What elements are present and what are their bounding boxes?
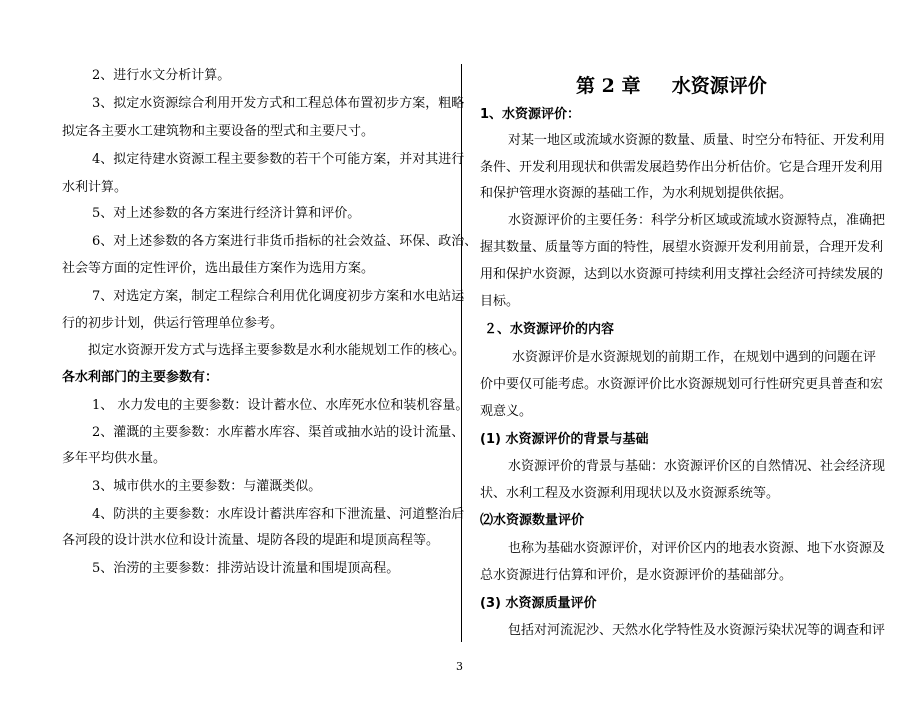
chapter-number: 第 2 章 — [576, 75, 641, 97]
text-line: 7、对选定方案，制定工程综合利用优化调度初步方案和水电站运 — [92, 289, 465, 304]
text-line: 5、治涝的主要参数：排涝站设计流量和围堤顶高程。 — [92, 561, 400, 576]
text-line: 3、拟定水资源综合利用开发方式和工程总体布置初步方案，粗略 — [92, 96, 465, 111]
text-line: 也称为基础水资源评价，对评价区内的地表水资源、地下水资源及 — [508, 541, 886, 556]
text-line: 目标。 — [480, 294, 520, 309]
text-line: 状、水利工程及水资源利用现状以及水资源系统等。 — [480, 486, 780, 501]
section-heading: 各水利部门的主要参数有： — [62, 370, 219, 385]
text-line: 用和保护水资源，达到以水资源可持续利用支撑社会经济可持续发展的 — [480, 267, 884, 282]
text-line: 5、对上述参数的各方案进行经济计算和评价。 — [92, 206, 361, 221]
text-line: 拟定各主要水工建筑物和主要设备的型式和主要尺寸。 — [62, 124, 375, 139]
text-line: 4、防洪的主要参数：水库设计蓄洪库容和下泄流量、河道整治后 — [92, 507, 465, 522]
text-line: 总水资源进行估算和评价，是水资源评价的基础部分。 — [480, 568, 793, 583]
text-line: 4、拟定待建水资源工程主要参数的若干个可能方案，并对其进行 — [92, 152, 465, 167]
text-line: 多年平均供水量。 — [62, 451, 167, 466]
text-line: 水利计算。 — [62, 180, 128, 195]
text-line: 条件、开发利用现状和供需发展趋势作出分析估价。它是合理开发利用 — [480, 160, 884, 175]
text-line: 水资源评价是水资源规划的前期工作，在规划中遇到的问题在评 — [512, 350, 877, 365]
text-line: 价中要仅可能考虑。水资源评价比水资源规划可行性研究更具普查和宏 — [480, 377, 884, 392]
chapter-heading — [576, 71, 767, 98]
section-heading: ⑵水资源数量评价 — [480, 513, 585, 528]
text-line: 拟定水资源开发方式与选择主要参数是水利水能规划工作的核心。 — [88, 343, 466, 358]
text-line: 3、城市供水的主要参数：与灌溉类似。 — [92, 479, 322, 494]
text-line: 行的初步计划，供运行管理单位参考。 — [62, 316, 284, 331]
section-heading: (3) 水资源质量评价 — [480, 596, 597, 611]
text-line: 2、灌溉的主要参数：水库蓄水库容、渠首或抽水站的设计流量、 — [92, 425, 465, 440]
text-line: 和保护管理水资源的基础工作，为水利规划提供依据。 — [480, 186, 793, 201]
page-number: 3 — [456, 660, 463, 673]
text-line: 观意义。 — [480, 404, 533, 419]
text-line: 社会等方面的定性评价，选出最佳方案作为选用方案。 — [62, 261, 375, 276]
text-line: 各河段的设计洪水位和设计流量、堤防各段的堤距和堤顶高程等。 — [62, 533, 440, 548]
text-line: 水资源评价的背景与基础：水资源评价区的自然情况、社会经济现 — [508, 459, 886, 474]
text-line: 握其数量、质量等方面的特性，展望水资源开发利用前景，合理开发利 — [480, 240, 884, 255]
text-line: 水资源评价的主要任务：科学分析区域或流域水资源特点，准确把 — [508, 213, 886, 228]
section-heading: ２、水资源评价的内容 — [484, 322, 615, 337]
text-line: 包括对河流泥沙、天然水化学特性及水资源污染状况等的调查和评 — [508, 623, 886, 638]
text-line: 2、进行水文分析计算。 — [92, 68, 231, 83]
text-line: 对某一地区或流域水资源的数量、质量、时空分布特征、开发利用 — [508, 133, 886, 148]
section-heading: (1) 水资源评价的背景与基础 — [480, 432, 649, 447]
section-heading: 1、水资源评价： — [480, 107, 581, 122]
chapter-title: 水资源评价 — [671, 75, 767, 97]
text-line: 6、对上述参数的各方案进行非货币指标的社会效益、环保、政治、 — [92, 234, 478, 249]
text-line: 1、 水力发电的主要参数：设计蓄水位、水库死水位和装机容量。 — [92, 398, 469, 413]
